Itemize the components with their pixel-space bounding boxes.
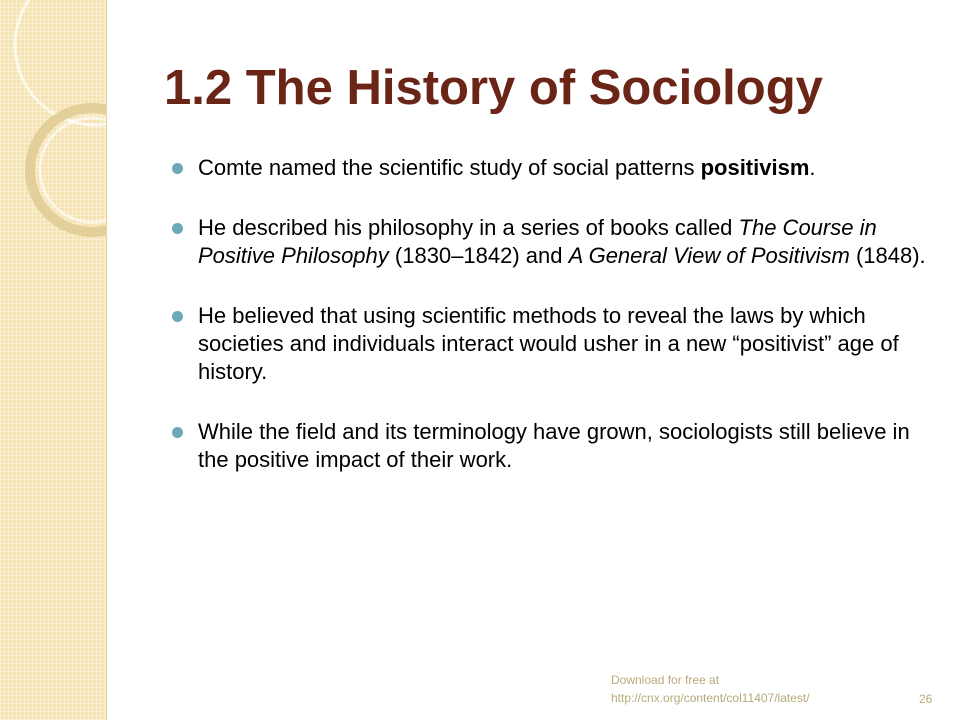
- bullet-text-run: positivism: [700, 155, 810, 180]
- bullet-item: [172, 214, 932, 270]
- bullet-text-run: .: [809, 155, 816, 180]
- bullet-list: [172, 154, 932, 506]
- bullet-item: [172, 418, 932, 474]
- bullet-item: [172, 302, 932, 386]
- bullet-text-run: The Course in Positive Philosophy: [198, 215, 877, 268]
- bullet-item: [172, 154, 932, 182]
- slide-title: 1.2 The History of Sociology: [164, 61, 823, 115]
- decorative-circles-icon: [0, 0, 106, 720]
- footer-source: [611, 671, 810, 707]
- bullet-text-run: He described his philosophy in a series of books called: [198, 215, 739, 240]
- bullet-text: [198, 303, 899, 384]
- bullet-text: [198, 215, 926, 268]
- bullet-text-run: While the field and its terminology have grown, sociologists still believe in the positive impact of their work.: [198, 419, 910, 472]
- bullet-text-run: (1830–1842) and: [388, 243, 569, 268]
- decorative-side-band: [0, 0, 107, 720]
- page-number: 26: [919, 692, 933, 706]
- bullet-marker-icon: [172, 311, 183, 322]
- bullet-text: [198, 155, 816, 180]
- bullet-text-run: He believed that using scientific methods to reveal the laws by which societies and individuals interact would usher in a new “positivist” age of history.: [198, 303, 899, 384]
- bullet-marker-icon: [172, 163, 183, 174]
- bullet-marker-icon: [172, 223, 183, 234]
- bullet-marker-icon: [172, 427, 183, 438]
- bullet-text-run: Comte named the scientific study of social patterns: [198, 155, 701, 180]
- bullet-text-run: (1848).: [849, 243, 926, 268]
- footer-source-url[interactable]: http://cnx.org/content/col11407/latest/: [611, 691, 810, 705]
- footer-source-line1: Download for free at: [611, 673, 720, 687]
- bullet-text-run: A General View of Positivism: [568, 243, 850, 268]
- bullet-text: [198, 419, 910, 472]
